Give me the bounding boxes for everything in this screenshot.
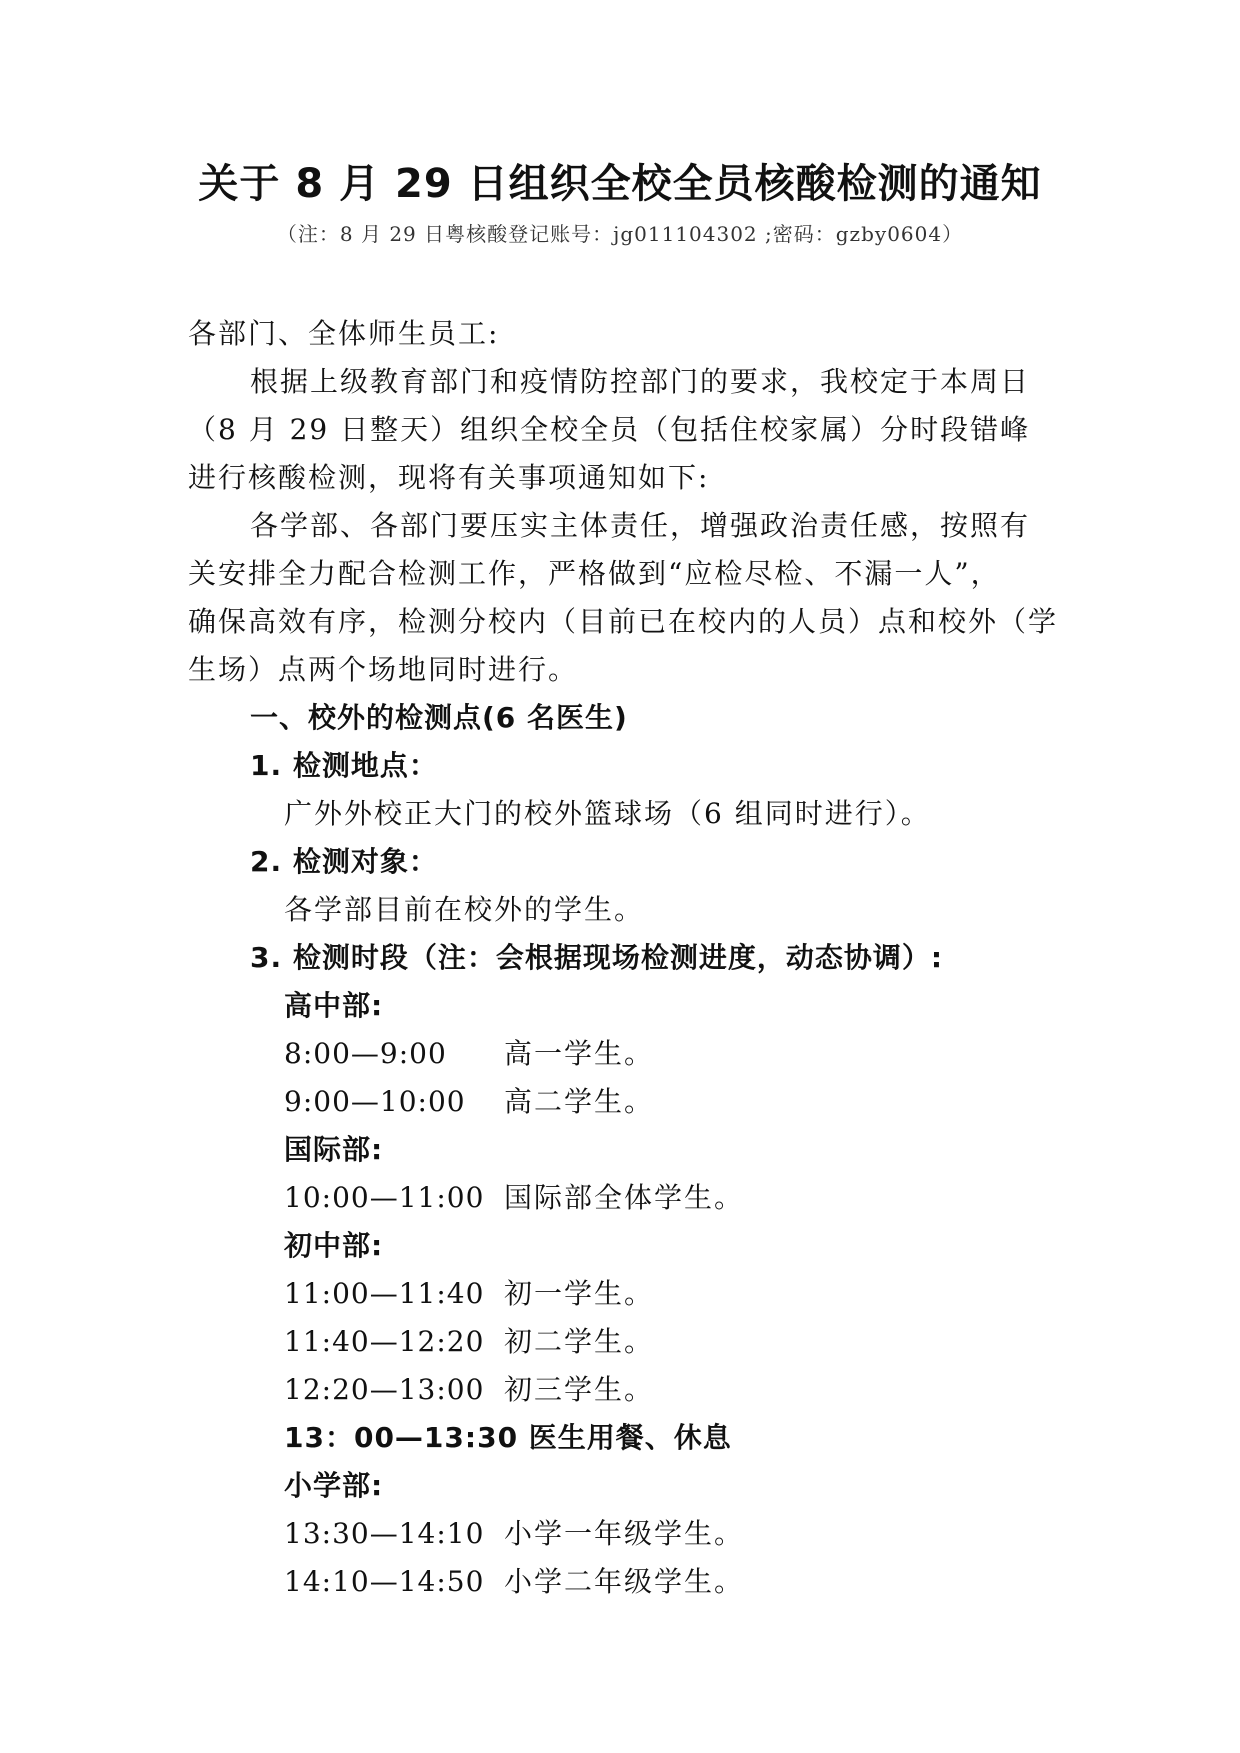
schedule-desc: 国际部全体学生。 xyxy=(504,1181,745,1214)
senior-dept-label: 高中部: xyxy=(284,989,384,1022)
schedule-desc: 高二学生。 xyxy=(504,1085,655,1118)
document-title: 关于 8 月 29 日组织全校全员核酸检测的通知 xyxy=(198,161,1042,207)
schedule-row xyxy=(284,1272,654,1312)
schedule-time: 12:20—13:00 xyxy=(284,1373,485,1406)
schedule-row xyxy=(284,1176,744,1216)
item-label-target: 2. 检测对象： xyxy=(250,845,438,878)
schedule-time: 13:30—14:10 xyxy=(284,1517,485,1550)
schedule-desc: 小学一年级学生。 xyxy=(504,1517,745,1550)
item-label-location: 1. 检测地点： xyxy=(250,749,438,782)
registration-note: （注：8 月 29 日粤核酸登记账号：jg011104302 ;密码：gzby0604） xyxy=(276,222,964,246)
section-heading: 一、校外的检测点(6 名医生) xyxy=(250,701,628,734)
break-row: 13：00—13:30 医生用餐、休息 xyxy=(284,1421,732,1454)
schedule-desc: 初一学生。 xyxy=(504,1277,655,1310)
body-line: 根据上级教育部门和疫情防控部门的要求，我校定于本周日 xyxy=(250,365,1031,398)
schedule-desc: 小学二年级学生。 xyxy=(504,1565,745,1598)
greeting: 各部门、全体师生员工: xyxy=(188,317,500,350)
body-line: （8 月 29 日整天）组织全校全员（包括住校家属）分时段错峰 xyxy=(188,413,1031,446)
schedule-row xyxy=(284,1080,654,1120)
schedule-row xyxy=(284,1512,744,1552)
schedule-time: 9:00—10:00 xyxy=(284,1085,466,1118)
primary-dept-label: 小学部: xyxy=(284,1469,384,1502)
schedule-time: 14:10—14:50 xyxy=(284,1565,485,1598)
schedule-row xyxy=(284,1368,654,1408)
intl-dept-label: 国际部: xyxy=(284,1133,384,1166)
schedule-time: 11:40—12:20 xyxy=(284,1325,485,1358)
schedule-desc: 初二学生。 xyxy=(504,1325,655,1358)
schedule-row xyxy=(284,1560,744,1600)
schedule-row xyxy=(284,1032,654,1072)
body-line: 确保高效有序，检测分校内（目前已在校内的人员）点和校外（学 xyxy=(188,605,1059,638)
schedule-time: 11:00—11:40 xyxy=(284,1277,485,1310)
schedule-time: 10:00—11:00 xyxy=(284,1181,485,1214)
schedule-time: 8:00—9:00 xyxy=(284,1037,447,1070)
body-line: 生场）点两个场地同时进行。 xyxy=(188,653,579,686)
body-line: 各学部、各部门要压实主体责任，增强政治责任感，按照有 xyxy=(250,509,1031,542)
item-label-schedule: 3. 检测时段（注：会根据现场检测进度，动态协调）: xyxy=(250,941,944,974)
body-line: 进行核酸检测，现将有关事项通知如下: xyxy=(188,461,710,494)
junior-dept-label: 初中部: xyxy=(284,1229,384,1262)
body-line: 关安排全力配合检测工作，严格做到“应检尽检、不漏一人”， xyxy=(188,557,1001,590)
schedule-row xyxy=(284,1320,654,1360)
schedule-desc: 初三学生。 xyxy=(504,1373,655,1406)
item-value-location: 广外外校正大门的校外篮球场（6 组同时进行）。 xyxy=(284,797,931,830)
item-value-target: 各学部目前在校外的学生。 xyxy=(284,893,645,926)
schedule-desc: 高一学生。 xyxy=(504,1037,655,1070)
